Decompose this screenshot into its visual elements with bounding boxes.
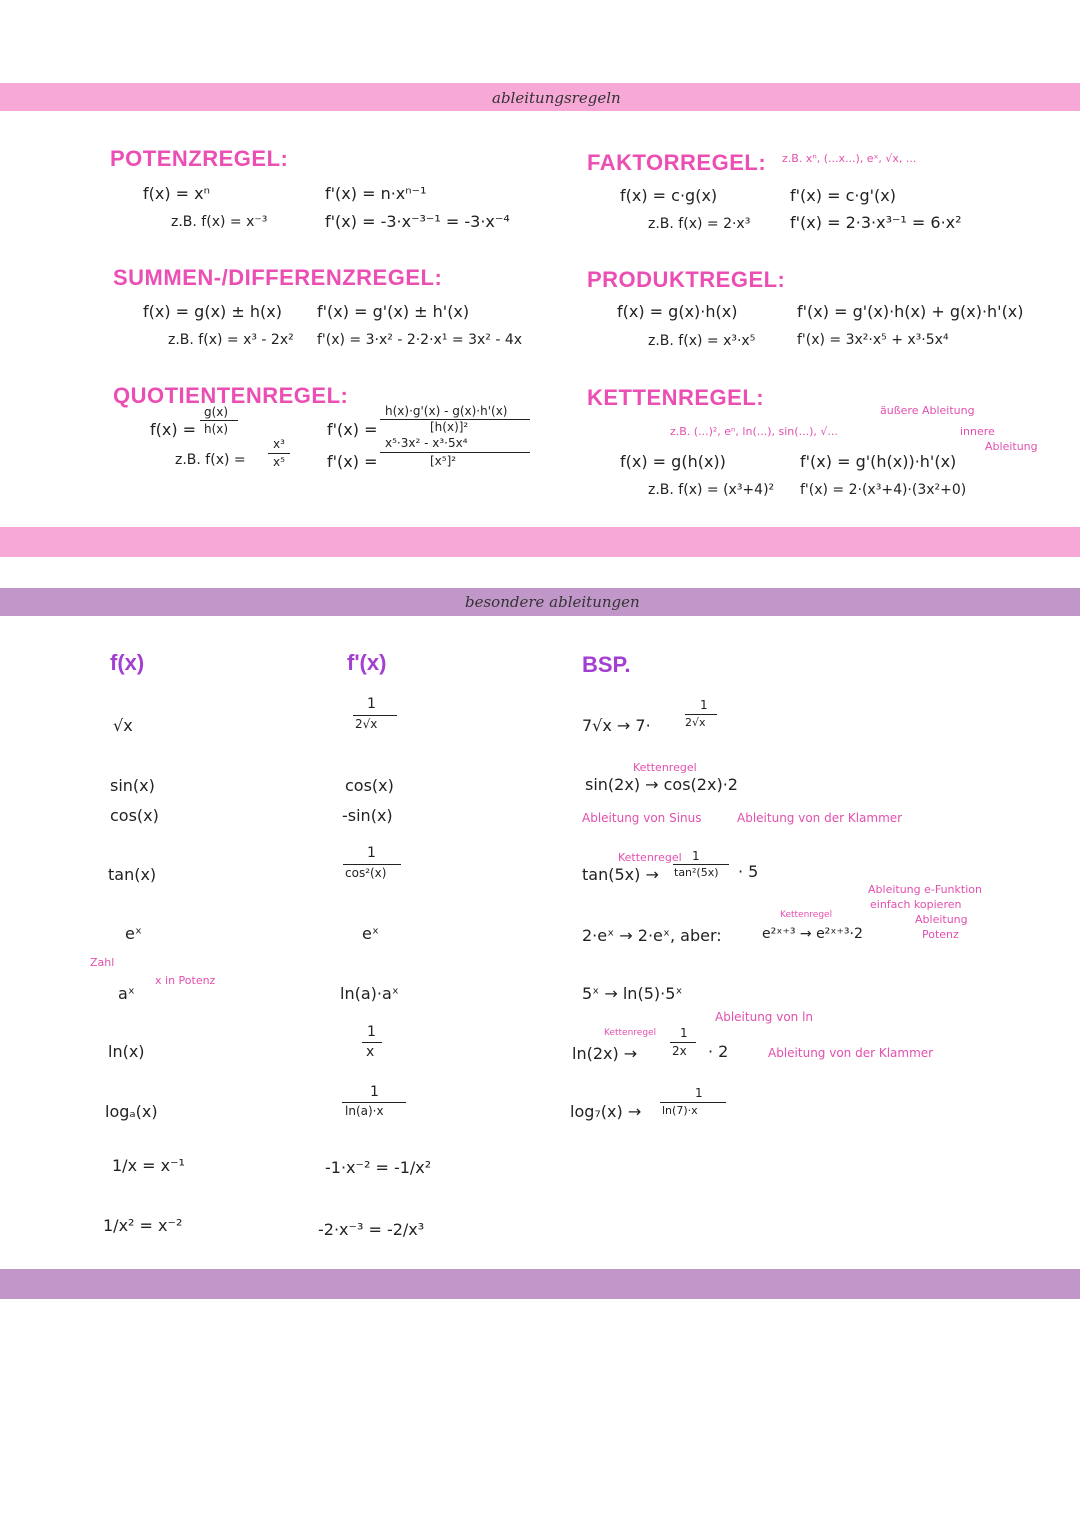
summenregel-heading: SUMMEN-/DIFFERENZREGEL: <box>113 265 443 290</box>
bsp-e-label: Kettenregel <box>780 910 833 920</box>
quotient-example-f-num: x³ <box>273 437 285 451</box>
bsp-sin: sin(2x) → cos(2x)·2 <box>585 775 738 794</box>
table-row-d-den: x <box>366 1044 375 1060</box>
bsp-log-den: ln(7)·x <box>662 1104 698 1117</box>
bsp-sqrt-num: 1 <box>700 698 708 712</box>
kette-label-inner-2: Ableitung <box>985 440 1038 453</box>
bsp-e-note-4: Potenz <box>922 928 959 941</box>
kettenregel-heading: KETTENREGEL: <box>587 385 765 410</box>
faktor-note: z.B. xⁿ, (...x...), eˣ, √x, ... <box>782 152 917 165</box>
fraction-bar <box>670 1042 696 1043</box>
bsp-sin-note-1: Ableitung von Sinus <box>582 811 702 825</box>
bsp-a: 5ˣ → ln(5)·5ˣ <box>582 984 683 1003</box>
bsp-e-1: 2·eˣ → 2·eˣ, aber: <box>582 926 722 945</box>
quotient-rule-f-num: g(x) <box>204 405 229 419</box>
table-row-d-num: 1 <box>367 1024 376 1040</box>
special-title: besondere ableitungen <box>465 593 640 611</box>
quotient-rule-f: f(x) = <box>150 420 197 439</box>
table-row-f: tan(x) <box>108 865 157 884</box>
bsp-e-2: e²ˣ⁺³ → e²ˣ⁺³·2 <box>762 926 863 942</box>
bsp-sin-note-2: Ableitung von der Klammer <box>737 811 903 825</box>
potenz-rule-f: f(x) = xⁿ <box>143 184 211 203</box>
quotient-example-d-den: [x⁵]² <box>430 454 457 468</box>
table-row-d: ln(a)·aˣ <box>340 984 399 1003</box>
kette-example-d: f'(x) = 2·(x³+4)·(3x²+0) <box>800 482 967 498</box>
bsp-ln-label: Kettenregel <box>604 1028 657 1038</box>
quotient-rule-d-num: h(x)·g'(x) - g(x)·h'(x) <box>385 404 508 418</box>
table-row-d: -sin(x) <box>342 806 393 825</box>
produktregel-heading: PRODUKTREGEL: <box>587 267 786 292</box>
table-row-d-num: 1 <box>367 845 376 861</box>
ax-note-zahl: Zahl <box>90 956 115 969</box>
potenzregel-heading: POTENZREGEL: <box>110 146 289 171</box>
summe-rule-d: f'(x) = g'(x) ± h'(x) <box>317 302 470 321</box>
quotient-rule-d: f'(x) = <box>327 420 378 439</box>
table-row-d-den: cos²(x) <box>345 866 387 880</box>
table-row-f: eˣ <box>125 924 142 943</box>
potenz-rule-d: f'(x) = n·xⁿ⁻¹ <box>325 184 427 203</box>
bsp-tan: tan(5x) → <box>582 865 659 884</box>
quotient-rule-d-den: [h(x)]² <box>430 420 469 434</box>
fraction-bar <box>362 1042 382 1043</box>
bottom-band-end <box>0 1269 1080 1299</box>
table-row-f: logₐ(x) <box>105 1102 158 1121</box>
table-row-d-den: ln(a)·x <box>345 1104 384 1118</box>
bsp-e-note-1: Ableitung e-Funktion <box>868 883 982 896</box>
quotient-rule-f-den: h(x) <box>204 422 229 436</box>
table-row-d: -1·x⁻² = -1/x² <box>325 1158 432 1177</box>
bsp-ln: ln(2x) → <box>572 1044 638 1063</box>
potenz-example-d: f'(x) = -3·x⁻³⁻¹ = -3·x⁻⁴ <box>325 212 510 231</box>
top-band-end <box>0 527 1080 557</box>
bsp-tan-num: 1 <box>692 849 700 863</box>
table-row-f: cos(x) <box>110 806 159 825</box>
quotientenregel-heading: QUOTIENTENREGEL: <box>113 383 349 408</box>
kette-note: z.B. (...)², eⁿ, ln(...), sin(...), √... <box>670 425 838 438</box>
produkt-example-f: z.B. f(x) = x³·x⁵ <box>648 333 756 349</box>
table-row-f: aˣ <box>118 984 135 1003</box>
column-header-d: f'(x) <box>347 650 387 675</box>
faktor-rule-d: f'(x) = c·g'(x) <box>790 186 896 205</box>
table-row-d: -2·x⁻³ = -2/x³ <box>318 1220 425 1239</box>
table-row-d-den: 2√x <box>355 717 378 731</box>
bsp-log: log₇(x) → <box>570 1102 642 1121</box>
bsp-sqrt-den: 2√x <box>685 716 706 729</box>
table-row-f: √x <box>113 716 133 735</box>
bsp-sin-label: Kettenregel <box>633 761 697 774</box>
faktorregel-heading: FAKTORREGEL: <box>587 150 767 175</box>
bsp-tan-den: tan²(5x) <box>674 866 719 879</box>
bsp-tan-factor: · 5 <box>738 862 759 881</box>
table-row-f: sin(x) <box>110 776 155 795</box>
table-row-d: eˣ <box>362 924 379 943</box>
faktor-example-d: f'(x) = 2·3·x³⁻¹ = 6·x² <box>790 213 962 232</box>
bsp-e-note-3: Ableitung <box>915 913 968 926</box>
kette-example-f: z.B. f(x) = (x³+4)² <box>648 482 775 498</box>
faktor-rule-f: f(x) = c·g(x) <box>620 186 718 205</box>
bsp-e-note-2: einfach kopieren <box>870 898 962 911</box>
fraction-bar <box>343 864 401 865</box>
bsp-ln-num: 1 <box>680 1026 688 1040</box>
quotient-example-f: z.B. f(x) = <box>175 452 246 468</box>
table-row-d: cos(x) <box>345 776 394 795</box>
fraction-bar <box>380 452 530 453</box>
bsp-log-num: 1 <box>695 1086 703 1100</box>
bsp-sqrt: 7√x → 7· <box>582 716 651 735</box>
produkt-rule-f: f(x) = g(x)·h(x) <box>617 302 738 321</box>
kette-rule-f: f(x) = g(h(x)) <box>620 452 726 471</box>
summe-example-d: f'(x) = 3·x² - 2·2·x¹ = 3x² - 4x <box>317 332 523 348</box>
fraction-bar <box>660 1102 726 1103</box>
faktor-example-f: z.B. f(x) = 2·x³ <box>648 216 751 232</box>
fraction-bar <box>342 1102 406 1103</box>
quotient-example-f-den: x⁵ <box>273 455 285 469</box>
bsp-tan-label: Kettenregel <box>618 851 682 864</box>
kette-label-outer: äußere Ableitung <box>880 404 975 417</box>
bsp-ln-note-top: Ableitung von ln <box>715 1010 814 1024</box>
table-row-d-num: 1 <box>367 696 376 712</box>
quotient-example-d-num: x⁵·3x² - x³·5x⁴ <box>385 436 468 450</box>
column-header-f: f(x) <box>110 650 145 675</box>
summe-example-f: z.B. f(x) = x³ - 2x² <box>168 332 294 348</box>
column-header-bsp: BSP. <box>582 652 631 677</box>
quotient-example-d: f'(x) = <box>327 452 378 471</box>
fraction-bar <box>673 864 729 865</box>
ax-note-potenz: x in Potenz <box>155 974 216 987</box>
table-row-f: ln(x) <box>108 1042 145 1061</box>
bsp-ln-note: Ableitung von der Klammer <box>768 1046 934 1060</box>
fraction-bar <box>268 453 290 454</box>
rules-title: ableitungsregeln <box>492 89 621 107</box>
table-row-f: 1/x² = x⁻² <box>103 1216 183 1235</box>
fraction-bar <box>353 715 397 716</box>
potenz-example-f: z.B. f(x) = x⁻³ <box>171 214 268 230</box>
bsp-ln-factor: · 2 <box>708 1042 729 1061</box>
fraction-bar <box>685 714 717 715</box>
summe-rule-f: f(x) = g(x) ± h(x) <box>143 302 282 321</box>
bsp-ln-den: 2x <box>672 1044 687 1058</box>
kette-label-inner-1: innere <box>960 425 995 438</box>
kette-rule-d: f'(x) = g'(h(x))·h'(x) <box>800 452 957 471</box>
table-row-f: 1/x = x⁻¹ <box>112 1156 185 1175</box>
fraction-bar <box>200 420 238 421</box>
produkt-example-d: f'(x) = 3x²·x⁵ + x³·5x⁴ <box>797 332 949 348</box>
produkt-rule-d: f'(x) = g'(x)·h(x) + g(x)·h'(x) <box>797 302 1024 321</box>
table-row-d-num: 1 <box>370 1084 379 1100</box>
